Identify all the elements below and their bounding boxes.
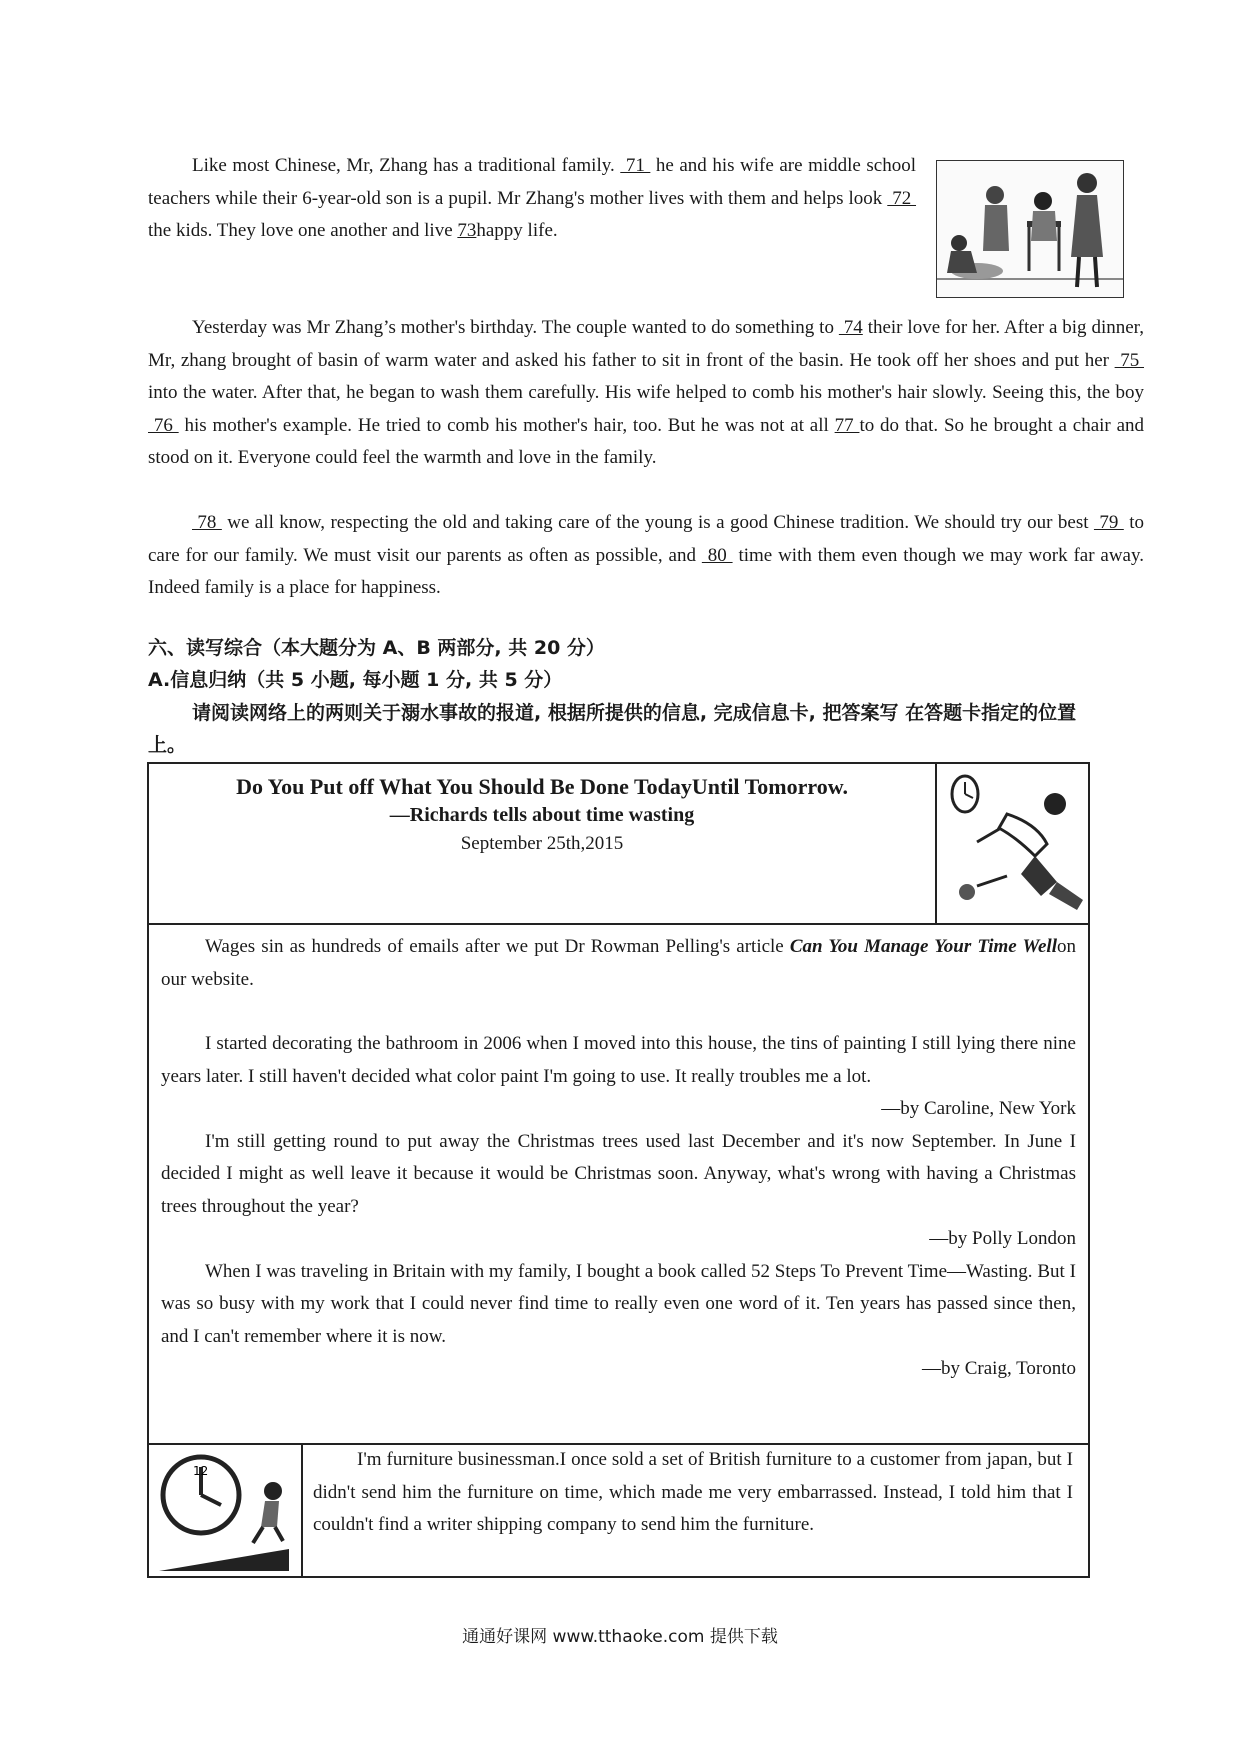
svg-text:12: 12 (193, 1464, 209, 1478)
text-run: to care for our family. We must visit our parents as often as possible, and (148, 512, 1145, 566)
article-header-box (147, 762, 1090, 925)
letters-box (147, 923, 1090, 1445)
text-run: he and his wife are middle school teachers while their 6-year-old son is a pupil. Mr Zhang's mother lives with them and helps look (148, 155, 916, 209)
section-heading: 六、读写综合（本大题分为 A、B 两部分, 共 20 分） (148, 637, 605, 659)
blank-77: 77 (834, 414, 860, 436)
cloze-paragraph-1 (148, 150, 916, 248)
text-run: his mother's example. He tried to comb his mother's hair, too. But he was not at all (178, 414, 835, 436)
blank-79: 79 (1093, 512, 1124, 533)
running-man-clock-icon (937, 764, 1088, 923)
text-run: we all know, respecting the old and taking care of the young is a good Chinese tradition. We should try our best (221, 512, 1094, 533)
letter-3-text: When I was traveling in Britain with my family, I bought a book called 52 Steps To Prevent Time—Wasting. But I was so busy with my work that I could never find time to really even one word of it. Ten years has passed since then, and I can't remember where it is now. (161, 1260, 1076, 1347)
page-footer: 通通好课网 www.tthaoke.com 提供下载 (462, 1627, 778, 1647)
clock-running-man-icon (149, 1445, 299, 1576)
blank-71: 71 (620, 155, 651, 176)
text-run: Yesterday was Mr Zhang’s mother's birthday. The couple wanted to do something to (192, 317, 839, 338)
article-header-text (149, 764, 935, 923)
letter-1-text: I started decorating the bathroom in 2006 when I moved into this house, the tins of painting I still lying there nine years later. I still haven't decided what color paint I'm going to use. It really troubles me a lot. (161, 1033, 1076, 1087)
cloze-paragraph-3 (148, 507, 1144, 605)
last-letter-text: I'm furniture businessman.I once sold a set of British furniture to a customer from japan, but I didn't send him the furniture on time, which made me very embarrassed. Instead, I told him that I couldn't find a writer shipping company to send him the furniture. (313, 1449, 1073, 1535)
clock-image-cell (149, 1445, 303, 1576)
instruction-text: 请阅读网络上的两则关于溺水事故的报道, 根据所提供的信息, 完成信息卡, 把答案写 在答题卡指定的位置上。 (148, 702, 1077, 756)
last-letter-box (147, 1443, 1090, 1578)
blank-74: 74 (838, 317, 863, 338)
text-run: Wages sin as hundreds of emails after we put Dr Rowman Pelling's article (205, 936, 790, 957)
part-a-heading: A.信息归纳（共 5 小题, 每小题 1 分, 共 5 分） (148, 669, 563, 691)
text-run: on our website. (161, 936, 1076, 990)
letter-1-signature: —by Caroline, New York (881, 1098, 1076, 1119)
blank-72: 72 (887, 187, 917, 209)
article-title: Do You Put off What You Should Be Done TodayUntil Tomorrow. (236, 774, 848, 799)
text-run: into the water. After that, he began to wash them carefully. His wife helped to comb his mother's hair slowly. Seeing this, the boy (148, 382, 1144, 403)
text-run: time with them even though we may work far away. Indeed family is a place for happiness. (148, 544, 1144, 598)
article-intro (161, 931, 1076, 996)
letter-2-signature: —by Polly London (929, 1228, 1076, 1249)
letter-2-text: I'm still getting round to put away the Christmas trees used last December and it's now September. In June I decided I might as well leave it because it would be Christmas soon. Anyway, what's wrong with having a Christmas trees throughout the year? (161, 1130, 1076, 1217)
text-run: the kids. They love one another and live (148, 220, 458, 241)
blank-75: 75 (1114, 349, 1144, 371)
article-reference: Can You Manage Your Time Well (789, 936, 1057, 957)
text-run: happy life. (476, 220, 558, 241)
blank-80: 80 (701, 544, 733, 566)
header-image-cell (935, 764, 1090, 923)
text-run: their love for her. After a big dinner, Mr, zhang brought of basin of warm water and asked his father to sit in front of the basin. He took off her shoes and put her (148, 317, 1145, 371)
blank-76: 76 (148, 414, 179, 436)
article-subtitle: —Richards tells about time wasting (389, 804, 695, 826)
blank-73: 73 (457, 220, 477, 241)
article-date: September 25th,2015 (460, 833, 624, 854)
text-run: Like most Chinese, Mr, Zhang has a traditional family. (192, 155, 621, 176)
blank-78: 78 (192, 512, 222, 533)
letter-3-signature: —by Craig, Toronto (921, 1358, 1076, 1379)
family-illustration (936, 160, 1124, 298)
family-drawing-icon (937, 161, 1123, 297)
text-run: to do that. So he brought a chair and stood on it. Everyone could feel the warmth and love in the family. (148, 414, 1144, 468)
cloze-paragraph-2 (148, 312, 1144, 475)
